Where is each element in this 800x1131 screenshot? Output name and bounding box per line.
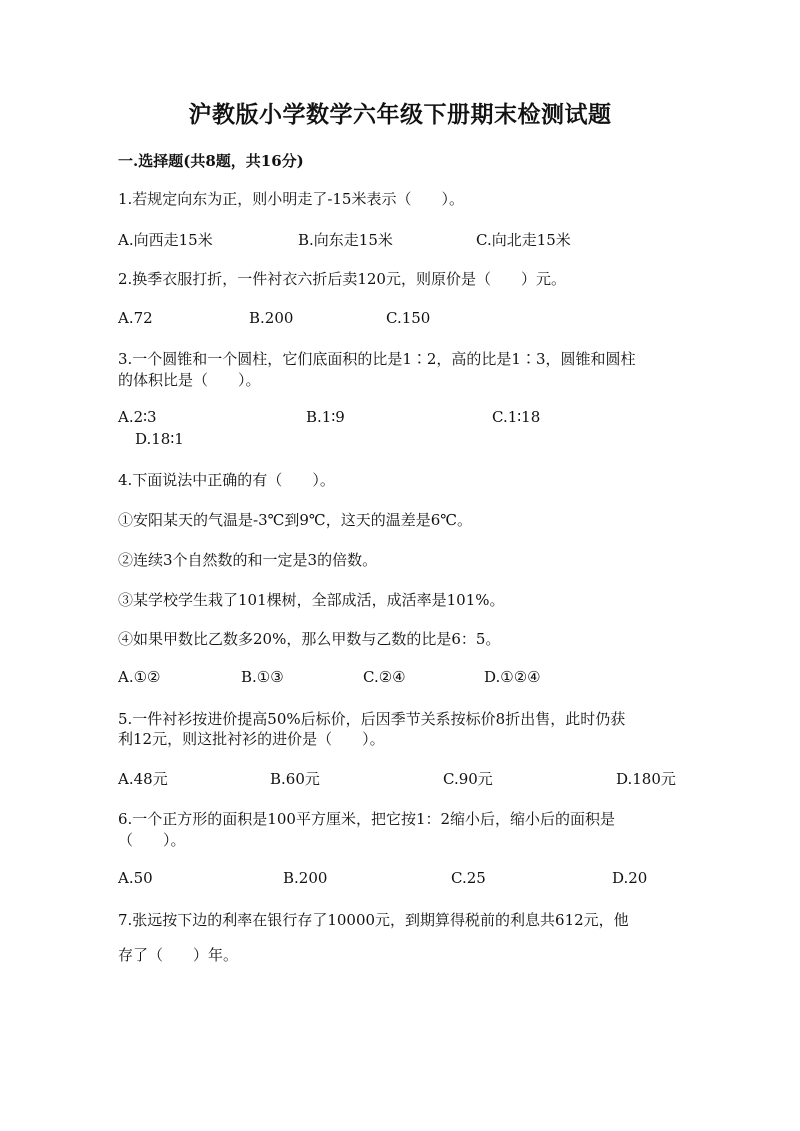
q4-statement-2: ②连续3个自然数的和一定是3的倍数。 [118,551,378,569]
q4-option-a: A.①② [118,668,161,686]
question-1-stem: 1.若规定向东为正，则小明走了-15米表示（ ）。 [118,190,464,208]
q5-option-d: D.180元 [616,770,676,788]
question-5-stem-line-1: 5.一件衬衫按进价提高50%后标价，后因季节关系按标价8折出售，此时仍获 [118,710,626,728]
q4-option-b: B.①③ [241,668,284,686]
question-6-stem-line-1: 6.一个正方形的面积是100平方厘米，把它按1：2缩小后，缩小后的面积是 [118,810,616,828]
q5-option-b: B.60元 [270,770,320,788]
q3-option-a: A.2∶3 [118,408,157,426]
question-7-stem-line-1: 7.张远按下边的利率在银行存了10000元，到期算得税前的利息共612元，他 [118,911,629,929]
page-title: 沪教版小学数学六年级下册期末检测试题 [188,101,612,128]
question-5-stem-line-2: 利12元，则这批衬衫的进价是（ ）。 [118,730,385,748]
q4-option-d: D.①②④ [484,668,541,686]
q2-option-b: B.200 [249,309,294,327]
question-7-stem-line-2: 存了（ ）年。 [118,946,239,964]
q3-option-c: C.1∶18 [492,408,541,426]
q4-option-c: C.②④ [363,668,406,686]
q6-option-b: B.200 [283,869,328,887]
question-4-stem: 4.下面说法中正确的有（ ）。 [118,471,335,489]
q1-option-c: C.向北走15米 [476,231,571,249]
q2-option-a: A.72 [118,309,153,327]
question-3-stem-line-2: 的体积比是（ ）。 [118,371,261,389]
q6-option-a: A.50 [118,869,153,887]
q1-option-b: B.向东走15米 [298,231,393,249]
q4-statement-3: ③某学校学生栽了101棵树，全部成活，成活率是101%。 [118,591,505,609]
section-heading: 一.选择题(共8题，共16分) [118,152,304,170]
q5-option-c: C.90元 [443,770,493,788]
q2-option-c: C.150 [386,309,431,327]
q4-statement-4: ④如果甲数比乙数多20%，那么甲数与乙数的比是6：5。 [118,630,501,648]
question-3-stem-line-1: 3.一个圆锥和一个圆柱，它们底面积的比是1∶2，高的比是1∶3，圆锥和圆柱 [118,350,636,368]
q3-option-b: B.1∶9 [306,408,345,426]
q6-option-d: D.20 [612,869,648,887]
question-2-stem: 2.换季衣服打折，一件衬衣六折后卖120元，则原价是（ ）元。 [118,270,566,288]
q5-option-a: A.48元 [118,770,168,788]
q4-statement-1: ①安阳某天的气温是-3℃到9℃，这天的温差是6℃。 [118,511,473,529]
q1-option-a: A.向西走15米 [118,231,213,249]
question-6-stem-line-2: （ ）。 [118,831,186,849]
q6-option-c: C.25 [451,869,486,887]
q3-option-d: D.18∶1 [135,430,184,448]
